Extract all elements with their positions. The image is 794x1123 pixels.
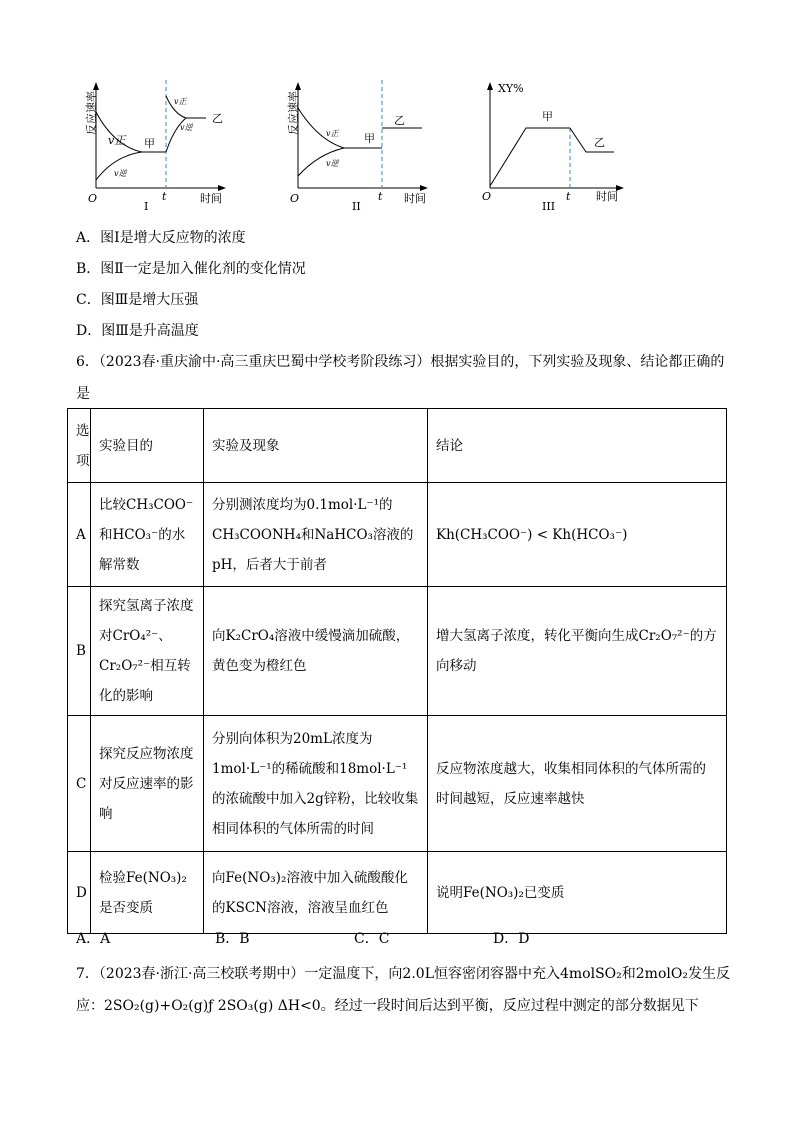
q7-line-1: 7．（2023春·浙江·高三校联考期中）一定温度下，向2.0L恒容密闭容器中充入4molSO₂和2molO₂发生反 — [76, 966, 730, 982]
row-conclusion: 增大氢离子浓度，转化平衡向生成Cr₂O₇²⁻的方向移动 — [428, 587, 727, 716]
t-label: t — [378, 190, 383, 203]
row-option: A — [68, 483, 91, 587]
xlabel: 时间 — [596, 190, 618, 203]
graph-1 — [74, 80, 224, 219]
row-purpose: 探究氢离子浓度对CrO₄²⁻、Cr₂O₇²⁻相互转化的影响 — [91, 587, 204, 716]
roman-label: I — [144, 200, 149, 213]
q5-option-a: A．图Ⅰ是增大反应物的浓度 — [76, 230, 246, 246]
table-row — [68, 716, 727, 852]
q7-line-2: 应：2SO₂(g)+O₂(g)ƒ 2SO₃(g) ΔH<0。经过一段时间后达到平衡，反应过程中测定的部分数据见下 — [76, 998, 699, 1014]
row-option: D — [68, 852, 91, 934]
v-pos-label: v正 — [108, 134, 126, 147]
q5-option-c: C．图Ⅲ是增大压强 — [76, 292, 199, 308]
v-rev2-label: v逆 — [180, 123, 193, 132]
q6-stem: 6．（2023春·重庆渝中·高三重庆巴蜀中学校考阶段练习）根据实验目的，下列实验及现象、结论都正确的是 — [76, 354, 725, 402]
v-pos2-label: v正 — [174, 97, 187, 106]
t-label: t — [566, 190, 571, 203]
q5-option-d: D．图Ⅲ是升高温度 — [76, 323, 199, 339]
v-pos-curve — [96, 112, 166, 152]
row-option: B — [68, 587, 91, 716]
graph-2-svg — [276, 80, 426, 215]
q6-choice-a: A．A — [76, 931, 111, 947]
graph-3 — [474, 80, 624, 219]
q6-choices — [76, 928, 632, 948]
row-purpose: 比较CH₃COO⁻和HCO₃⁻的水解常数 — [91, 483, 204, 587]
origin-label: O — [88, 192, 98, 205]
row-phenomenon: 向K₂CrO₄溶液中缓慢滴加硫酸，黄色变为橙红色 — [204, 587, 428, 716]
header-conclusion: 结论 — [428, 409, 727, 483]
table-row — [68, 483, 727, 587]
row-conclusion: 说明Fe(NO₃)₂已变质 — [428, 852, 727, 934]
jia-label: 甲 — [144, 137, 155, 150]
v-rev-label: v逆 — [114, 169, 127, 178]
v-pos-label: v正 — [326, 129, 339, 138]
table-row — [68, 587, 727, 716]
table-header-row — [68, 409, 727, 483]
header-option: 选项 — [68, 409, 91, 483]
row-purpose: 检验Fe(NO₃)₂是否变质 — [91, 852, 204, 934]
y-arrow — [295, 82, 301, 90]
header-phenomenon: 实验及现象 — [204, 409, 428, 483]
x-arrow — [218, 185, 226, 191]
roman-label: III — [542, 200, 556, 213]
ylabel: 反应速率 — [287, 91, 300, 135]
row-option: C — [68, 716, 91, 852]
x-arrow — [420, 185, 428, 191]
xlabel: 时间 — [404, 192, 426, 205]
yi-label: 乙 — [212, 112, 223, 125]
origin-label: O — [290, 192, 300, 205]
graph-3-svg — [474, 80, 624, 215]
yi-label: 乙 — [394, 114, 405, 127]
jia-label: 甲 — [542, 110, 553, 123]
header-purpose: 实验目的 — [91, 409, 204, 483]
y-arrow — [93, 82, 99, 90]
roman-label: II — [352, 200, 361, 213]
row-phenomenon: 分别向体积为20mL浓度为1mol·L⁻¹的稀硫酸和18mol·L⁻¹的浓硫酸中加入2g锌粉，比较收集相同体积的气体所需的时间 — [204, 716, 428, 852]
row-conclusion: 反应物浓度越大，收集相同体积的气体所需的时间越短，反应速率越快 — [428, 716, 727, 852]
q6-table — [67, 408, 727, 934]
jia-curve — [490, 128, 570, 186]
yi-curve — [570, 128, 614, 152]
xlabel: 时间 — [200, 192, 222, 205]
v-rev-label: v逆 — [326, 159, 339, 168]
ylabel: XY% — [498, 82, 524, 95]
yi-label: 乙 — [594, 136, 605, 149]
q6-choice-d: D．D — [493, 931, 530, 947]
y-arrow — [487, 82, 493, 90]
origin-label: O — [482, 190, 492, 203]
jia-label: 甲 — [364, 132, 375, 145]
graph-2 — [276, 80, 426, 219]
graph-1-svg — [74, 80, 224, 215]
table-row — [68, 852, 727, 934]
t-label: t — [162, 190, 167, 203]
row-phenomenon: 分别测浓度均为0.1mol·L⁻¹的CH₃COONH₄和NaHCO₃溶液的pH，后者大于前者 — [204, 483, 428, 587]
q5-option-b: B．图Ⅱ一定是加入催化剂的变化情况 — [76, 261, 306, 277]
row-purpose: 探究反应物浓度对反应速率的影响 — [91, 716, 204, 852]
row-conclusion: Kh(CH₃COO⁻) < Kh(HCO₃⁻) — [428, 483, 727, 587]
q6-choice-b: B．B — [215, 931, 250, 947]
q6-choice-c: C．C — [354, 931, 390, 947]
ylabel: 反应速率 — [85, 91, 98, 135]
row-phenomenon: 向Fe(NO₃)₂溶液中加入硫酸酸化的KSCN溶液，溶液呈血红色 — [204, 852, 428, 934]
